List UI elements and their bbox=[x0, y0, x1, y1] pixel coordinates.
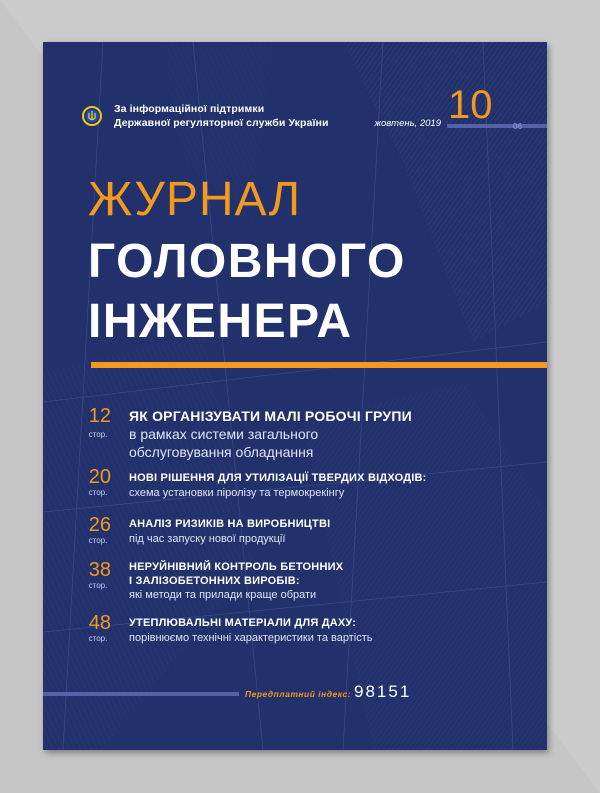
article-subtitle-line-1: під час запуску нової продукції bbox=[129, 533, 286, 545]
article-subtitle-line-1: порівнюємо технічні характеристики та вартість bbox=[129, 632, 373, 644]
magazine-title-line-2: ГОЛОВНОГО bbox=[88, 235, 406, 288]
issue-date: жовтень, 2019 bbox=[374, 118, 441, 129]
article-page-number: 48 bbox=[88, 612, 111, 634]
article-title-line-2: І ЗАЛІЗОБЕТОННИХ ВИРОБІВ: bbox=[129, 575, 300, 587]
magazine-title-line-1: ЖУРНАЛ bbox=[88, 173, 302, 226]
article-title-line-1: НЕРУЙНІВНИЙ КОНТРОЛЬ БЕТОННИХ bbox=[129, 561, 344, 573]
subscription-label: Передплатний індекс: bbox=[245, 689, 352, 699]
article-subtitle-line-1: які методи та прилади краще обрати bbox=[129, 589, 317, 601]
article-page-number: 26 bbox=[88, 514, 111, 536]
title-divider bbox=[91, 362, 547, 368]
subscription-index: 98151 bbox=[354, 682, 412, 701]
issue-suffix: 06 bbox=[513, 122, 522, 131]
article-page-number: 20 bbox=[88, 466, 111, 488]
footer-divider bbox=[43, 692, 239, 696]
article-page-number: 12 bbox=[88, 405, 111, 427]
support-line-2: Державної регуляторної служби України bbox=[114, 117, 329, 129]
article-page-label: стор. bbox=[88, 634, 108, 643]
article-title: УТЕПЛЮВАЛЬНІ МАТЕРІАЛИ ДЛЯ ДАХУ: bbox=[129, 617, 357, 629]
issue-number: 10 bbox=[448, 83, 493, 127]
trident-emblem-icon bbox=[82, 106, 102, 126]
magazine-cover bbox=[43, 42, 547, 750]
article-page-label: стор. bbox=[88, 488, 108, 497]
article-subtitle-line-2: обслуговування обладнання bbox=[129, 444, 314, 460]
article-title: ЯК ОРГАНІЗУВАТИ МАЛІ РОБОЧІ ГРУПИ bbox=[129, 408, 412, 424]
article-subtitle-line-1: схема установки піролізу та термокрекінгу bbox=[129, 487, 345, 499]
article-page-label: стор. bbox=[88, 581, 108, 590]
article-subtitle-line-1: в рамках системи загального bbox=[129, 426, 319, 442]
support-line-1: За інформаційної підтримки bbox=[114, 103, 265, 115]
article-title: АНАЛІЗ РИЗИКІВ НА ВИРОБНИЦТВІ bbox=[129, 518, 331, 530]
article-page-label: стор. bbox=[88, 536, 108, 545]
article-title: НОВІ РІШЕННЯ ДЛЯ УТИЛІЗАЦІЇ ТВЕРДИХ ВІДХОДІВ: bbox=[129, 472, 427, 484]
article-page-number: 38 bbox=[88, 559, 111, 581]
magazine-title-line-3: ІНЖЕНЕРА bbox=[88, 295, 353, 348]
article-page-label: стор. bbox=[88, 430, 108, 439]
